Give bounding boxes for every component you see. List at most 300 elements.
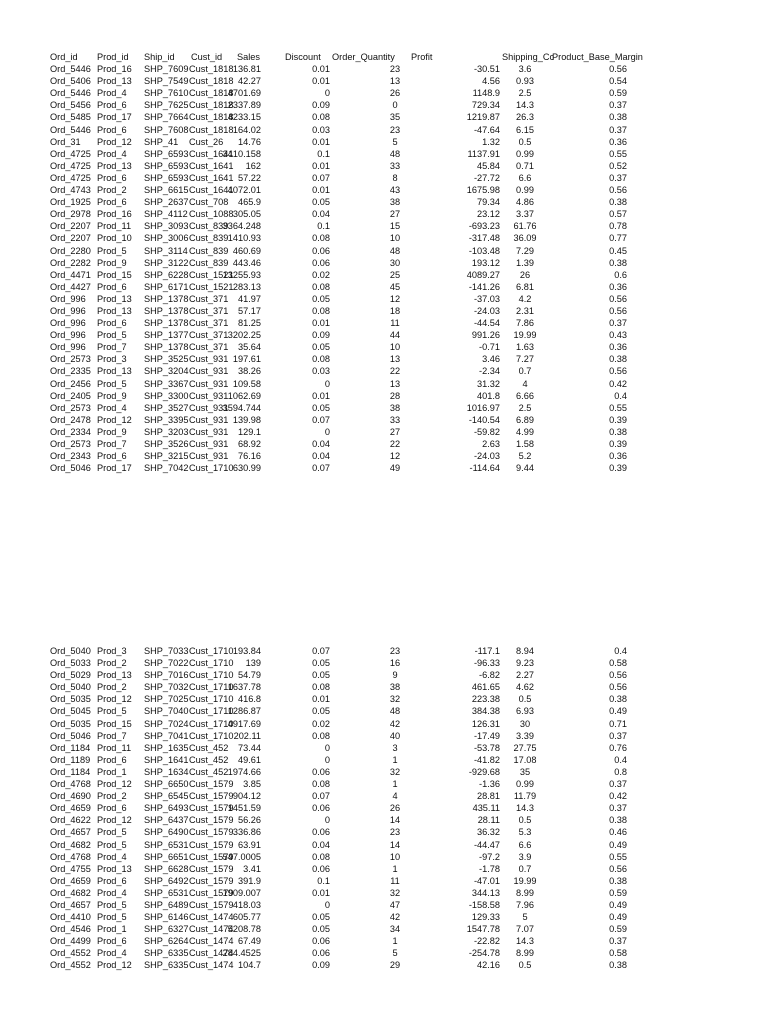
cell-cust-id: Cust_1579 — [189, 779, 234, 790]
cell-prod-id: Prod_6 — [97, 803, 127, 814]
cell-shipping-cost: 0.93 — [516, 76, 534, 87]
cell-discount: 0.06 — [312, 245, 330, 256]
cell-shipping-cost: 14.3 — [516, 100, 534, 111]
data-table-top — [0, 51, 768, 474]
cell-ord-id: Ord_4682 — [50, 887, 91, 898]
cell-sales: 5208.78 — [227, 924, 261, 935]
cell-ship-id: SHP_7022 — [144, 658, 189, 669]
cell-sales: 139.98 — [232, 414, 261, 425]
cell-order-quantity: 33 — [389, 160, 401, 171]
cell-shipping-cost: 5.3 — [518, 827, 532, 838]
cell-sales: 1909.007 — [222, 887, 261, 898]
cell-profit: -59.82 — [473, 426, 500, 437]
cell-order-quantity: 30 — [389, 257, 401, 268]
cell-ship-id: SHP_7040 — [144, 706, 189, 717]
cell-prod-id: Prod_6 — [97, 281, 127, 292]
cell-shipping-cost: 0.5 — [518, 136, 532, 147]
cell-ord-id: Ord_31 — [50, 136, 81, 147]
cell-order-quantity: 18 — [389, 305, 401, 316]
cell-shipping-cost: 0.5 — [518, 960, 532, 971]
table-row — [0, 160, 768, 172]
cell-product-base-margin: 0.38 — [609, 694, 627, 705]
cell-discount: 0.04 — [312, 439, 330, 449]
cell-product-base-margin: 0.56 — [609, 366, 627, 377]
cell-prod-id: Prod_13 — [97, 863, 132, 874]
cell-sales: 56.26 — [238, 815, 261, 826]
cell-shipping-cost: 7.07 — [516, 924, 534, 935]
cell-cust-id: Cust_1710 — [189, 694, 234, 705]
cell-profit: 1675.98 — [466, 185, 500, 196]
cell-ord-id: Ord_5040 — [50, 682, 91, 693]
cell-discount: 0.03 — [312, 124, 330, 135]
cell-discount: 0.09 — [312, 100, 330, 111]
cell-discount: 0 — [324, 754, 330, 765]
cell-ord-id: Ord_996 — [50, 305, 86, 316]
cell-product-base-margin: 0.4 — [614, 390, 627, 401]
cell-prod-id: Prod_7 — [97, 730, 127, 741]
cell-prod-id: Prod_2 — [97, 185, 127, 196]
cell-order-quantity: 38 — [389, 402, 401, 413]
cell-shipping-cost: 0.99 — [516, 779, 534, 790]
cell-ship-id: SHP_7625 — [144, 100, 189, 111]
table-row — [0, 99, 768, 111]
cell-profit: 384.38 — [471, 706, 500, 717]
cell-sales: 1637.78 — [227, 682, 261, 693]
cell-sales: 197.61 — [232, 354, 261, 365]
cell-product-base-margin: 0.36 — [609, 451, 627, 462]
cell-ship-id: SHP_7042 — [144, 463, 189, 474]
cell-prod-id: Prod_6 — [97, 197, 127, 208]
cell-order-quantity: 34 — [389, 924, 401, 935]
cell-ord-id: Ord_5033 — [50, 658, 91, 669]
cell-profit: -254.78 — [468, 948, 500, 959]
cell-sales: 4701.69 — [227, 88, 261, 99]
cell-cust-id: Cust_931 — [189, 414, 229, 425]
cell-order-quantity: 35 — [389, 112, 401, 123]
cell-cust-id: Cust_452 — [189, 742, 229, 753]
cell-product-base-margin: 0.38 — [609, 426, 627, 437]
cell-discount: 0.07 — [312, 646, 330, 656]
cell-discount: 0.1 — [317, 221, 330, 232]
cell-ord-id: Ord_5040 — [50, 646, 91, 656]
cell-product-base-margin: 0.55 — [609, 402, 627, 413]
cell-prod-id: Prod_5 — [97, 839, 127, 850]
cell-profit: -22.82 — [473, 936, 500, 947]
cell-sales: 129.1 — [238, 426, 261, 437]
cell-profit: 435.11 — [472, 803, 500, 814]
cell-shipping-cost: 4 — [522, 378, 528, 389]
cell-prod-id: Prod_5 — [97, 912, 127, 923]
cell-product-base-margin: 0.37 — [609, 803, 627, 814]
cell-profit: -37.03 — [473, 293, 500, 304]
cell-order-quantity: 11 — [390, 875, 400, 886]
cell-sales: 1410.93 — [227, 233, 261, 244]
cell-cust-id: Cust_1579 — [189, 887, 234, 898]
table-row — [0, 402, 768, 414]
cell-discount: 0.1 — [317, 875, 330, 886]
cell-ord-id: Ord_2343 — [50, 451, 91, 462]
cell-shipping-cost: 8.99 — [516, 948, 534, 959]
cell-profit: 461.65 — [471, 682, 500, 693]
cell-ord-id: Ord_2405 — [50, 390, 91, 401]
cell-discount: 0.09 — [312, 960, 330, 971]
cell-shipping-cost: 0.5 — [518, 694, 532, 705]
cell-sales: 460.69 — [232, 245, 261, 256]
table-row — [0, 754, 768, 766]
cell-discount: 0.05 — [312, 912, 330, 923]
cell-discount: 0.09 — [312, 330, 330, 341]
cell-sales: 284.4525 — [222, 948, 261, 959]
cell-discount: 0.08 — [312, 779, 330, 790]
cell-ord-id: Ord_4552 — [50, 948, 91, 959]
cell-ship-id: SHP_6146 — [144, 912, 189, 923]
cell-product-base-margin: 0.49 — [609, 912, 627, 923]
cell-order-quantity: 10 — [389, 233, 401, 244]
cell-shipping-cost: 26 — [519, 269, 531, 280]
cell-cust-id: Cust_839 — [189, 221, 229, 232]
cell-discount: 0.01 — [312, 76, 330, 87]
table-row — [0, 293, 768, 305]
cell-product-base-margin: 0.56 — [609, 293, 627, 304]
cell-shipping-cost: 1.63 — [516, 342, 534, 353]
table-row — [0, 148, 768, 160]
table-row — [0, 802, 768, 814]
cell-discount: 0 — [324, 899, 330, 910]
cell-product-base-margin: 0.56 — [609, 863, 627, 874]
cell-discount: 0.08 — [312, 682, 330, 693]
cell-ship-id: SHP_6493 — [144, 803, 189, 814]
cell-profit: 129.33 — [471, 912, 500, 923]
cell-cust-id: Cust_1818 — [189, 112, 234, 123]
cell-ord-id: Ord_996 — [50, 318, 86, 329]
cell-ord-id: Ord_4725 — [50, 148, 91, 159]
cell-ord-id: Ord_2573 — [50, 439, 91, 449]
cell-shipping-cost: 4.99 — [516, 426, 534, 437]
cell-ord-id: Ord_1189 — [50, 754, 91, 765]
cell-product-base-margin: 0.49 — [609, 839, 627, 850]
table-row — [0, 305, 768, 317]
header-cust-id: Cust_id — [191, 52, 223, 62]
cell-prod-id: Prod_4 — [97, 851, 127, 862]
cell-profit: -24.03 — [473, 451, 500, 462]
cell-product-base-margin: 0.38 — [609, 112, 627, 123]
cell-prod-id: Prod_17 — [97, 463, 132, 474]
table-row — [0, 742, 768, 754]
cell-profit: 401.8 — [477, 390, 500, 401]
cell-profit: -47.64 — [473, 124, 500, 135]
cell-shipping-cost: 7.27 — [516, 354, 534, 365]
cell-prod-id: Prod_15 — [97, 718, 132, 729]
cell-ord-id: Ord_4725 — [50, 172, 91, 183]
cell-product-base-margin: 0.52 — [609, 160, 627, 171]
cell-cust-id: Cust_931 — [189, 390, 229, 401]
cell-discount: 0.02 — [312, 269, 330, 280]
cell-shipping-cost: 6.93 — [516, 706, 534, 717]
cell-profit: -24.03 — [473, 305, 500, 316]
cell-ord-id: Ord_5446 — [50, 124, 91, 135]
cell-sales: 3.41 — [243, 863, 261, 874]
cell-product-base-margin: 0.55 — [609, 148, 627, 159]
cell-product-base-margin: 0.39 — [609, 414, 627, 425]
cell-cust-id: Cust_1710 — [189, 670, 234, 681]
cell-product-base-margin: 0.37 — [609, 730, 627, 741]
cell-ord-id: Ord_5046 — [50, 463, 91, 474]
cell-ord-id: Ord_2573 — [50, 354, 91, 365]
cell-shipping-cost: 0.99 — [516, 185, 534, 196]
cell-profit: 1.32 — [482, 136, 500, 147]
cell-ship-id: SHP_3122 — [144, 257, 189, 268]
cell-ship-id: SHP_1378 — [144, 293, 189, 304]
table-row — [0, 959, 768, 971]
cell-order-quantity: 15 — [389, 221, 401, 232]
cell-profit: -97.2 — [479, 851, 500, 862]
cell-sales: 68.92 — [238, 439, 261, 449]
cell-cust-id: Cust_1579 — [189, 851, 234, 862]
cell-sales: 162 — [245, 160, 261, 171]
cell-ship-id: SHP_3300 — [144, 390, 189, 401]
cell-order-quantity: 13 — [389, 354, 401, 365]
cell-sales: 605.77 — [232, 912, 261, 923]
header-discount: Discount — [285, 52, 321, 62]
cell-shipping-cost: 4.2 — [518, 293, 532, 304]
cell-ship-id: SHP_7016 — [144, 670, 189, 681]
cell-profit: 1219.87 — [466, 112, 500, 123]
cell-shipping-cost: 1.39 — [516, 257, 534, 268]
cell-ord-id: Ord_4657 — [50, 899, 91, 910]
cell-order-quantity: 49 — [389, 463, 401, 474]
cell-ship-id: SHP_4112 — [144, 209, 188, 220]
table-row — [0, 887, 768, 899]
cell-discount: 0.05 — [312, 706, 330, 717]
cell-sales: 3202.25 — [227, 330, 261, 341]
header-shipping-cost: Shipping_Cc — [502, 52, 555, 62]
cell-cust-id: Cust_371 — [189, 318, 229, 329]
cell-profit: 1137.91 — [467, 148, 500, 159]
cell-shipping-cost: 3.39 — [516, 730, 534, 741]
cell-discount: 0.06 — [312, 803, 330, 814]
cell-ord-id: Ord_4682 — [50, 839, 91, 850]
cell-product-base-margin: 0.78 — [609, 221, 627, 232]
header-profit: Profit — [411, 52, 433, 62]
cell-cust-id: Cust_1641 — [189, 185, 234, 196]
cell-ord-id: Ord_4743 — [50, 185, 91, 196]
table-row — [0, 681, 768, 693]
table-row — [0, 438, 768, 450]
cell-shipping-cost: 0.99 — [516, 148, 534, 159]
cell-shipping-cost: 61.76 — [513, 221, 537, 232]
cell-ord-id: Ord_4499 — [50, 936, 91, 947]
cell-product-base-margin: 0.42 — [609, 791, 627, 802]
cell-ship-id: SHP_6531 — [144, 887, 189, 898]
cell-cust-id: Cust_1818 — [189, 100, 234, 111]
cell-profit: 42.16 — [477, 960, 500, 971]
cell-cust-id: Cust_1474 — [189, 924, 234, 935]
cell-discount: 0.04 — [312, 839, 330, 850]
cell-product-base-margin: 0.59 — [609, 88, 627, 99]
cell-prod-id: Prod_3 — [97, 354, 127, 365]
table-row — [0, 875, 768, 887]
cell-ord-id: Ord_5035 — [50, 718, 91, 729]
cell-discount: 0.06 — [312, 827, 330, 838]
cell-order-quantity: 25 — [389, 269, 401, 280]
cell-shipping-cost: 26.3 — [516, 112, 534, 123]
cell-shipping-cost: 17.08 — [513, 754, 537, 765]
cell-cust-id: Cust_931 — [189, 366, 229, 377]
cell-ship-id: SHP_3093 — [144, 221, 189, 232]
cell-product-base-margin: 0.37 — [609, 124, 627, 135]
cell-cust-id: Cust_1579 — [189, 899, 234, 910]
cell-order-quantity: 12 — [389, 293, 401, 304]
cell-discount: 0 — [324, 815, 330, 826]
cell-order-quantity: 4 — [392, 791, 398, 802]
table-row — [0, 257, 768, 269]
cell-prod-id: Prod_7 — [97, 439, 127, 449]
cell-profit: 193.12 — [471, 257, 500, 268]
cell-profit: 28.11 — [477, 815, 500, 826]
cell-cust-id: Cust_1710 — [189, 706, 234, 717]
cell-product-base-margin: 0.38 — [609, 197, 627, 208]
cell-profit: -41.82 — [473, 754, 500, 765]
table-row — [0, 378, 768, 390]
cell-ord-id: Ord_4659 — [50, 803, 91, 814]
cell-ship-id: SHP_1378 — [144, 305, 189, 316]
cell-cust-id: Cust_1579 — [189, 875, 234, 886]
cell-shipping-cost: 6.6 — [518, 839, 532, 850]
cell-sales: 76.16 — [238, 451, 261, 462]
cell-ship-id: SHP_1635 — [144, 742, 189, 753]
cell-prod-id: Prod_11 — [97, 221, 132, 232]
cell-prod-id: Prod_6 — [97, 172, 127, 183]
table-row — [0, 329, 768, 341]
cell-discount: 0.06 — [312, 936, 330, 947]
cell-ship-id: SHP_1634 — [144, 766, 189, 777]
cell-product-base-margin: 0.56 — [609, 682, 627, 693]
cell-ship-id: SHP_41 — [144, 136, 179, 147]
cell-profit: -96.33 — [473, 658, 500, 669]
header-prod-id: Prod_id — [97, 52, 129, 62]
cell-ship-id: SHP_7041 — [144, 730, 189, 741]
cell-cust-id: Cust_452 — [189, 754, 229, 765]
cell-ship-id: SHP_6335 — [144, 960, 189, 971]
table-row — [0, 669, 768, 681]
cell-shipping-cost: 14.3 — [516, 803, 534, 814]
cell-profit: 31.32 — [477, 378, 500, 389]
cell-sales: 193.84 — [232, 646, 261, 656]
cell-prod-id: Prod_9 — [97, 426, 127, 437]
cell-ship-id: SHP_6335 — [144, 948, 189, 959]
cell-ord-id: Ord_2334 — [50, 426, 91, 437]
cell-discount: 0.06 — [312, 948, 330, 959]
header-ship-id: Ship_id — [144, 52, 175, 62]
cell-ship-id: SHP_6593 — [144, 172, 189, 183]
cell-prod-id: Prod_9 — [97, 257, 127, 268]
cell-ord-id: Ord_2207 — [50, 233, 91, 244]
cell-ship-id: SHP_6651 — [144, 851, 189, 862]
cell-order-quantity: 32 — [389, 766, 401, 777]
cell-shipping-cost: 2.5 — [518, 88, 532, 99]
cell-discount: 0.08 — [312, 730, 330, 741]
cell-product-base-margin: 0.6 — [614, 269, 627, 280]
table-row — [0, 111, 768, 123]
cell-prod-id: Prod_4 — [97, 402, 127, 413]
cell-product-base-margin: 0.55 — [609, 851, 627, 862]
cell-shipping-cost: 6.81 — [516, 281, 534, 292]
cell-shipping-cost: 14.3 — [516, 936, 534, 947]
cell-prod-id: Prod_13 — [97, 366, 132, 377]
cell-ord-id: Ord_5045 — [50, 706, 91, 717]
cell-sales: 81.25 — [238, 318, 261, 329]
cell-discount: 0.01 — [312, 64, 330, 75]
cell-ship-id: SHP_3395 — [144, 414, 189, 425]
table-row — [0, 778, 768, 790]
table-row — [0, 911, 768, 923]
cell-discount: 0.02 — [312, 718, 330, 729]
cell-discount: 0.01 — [312, 694, 330, 705]
cell-product-base-margin: 0.36 — [609, 281, 627, 292]
cell-profit: -6.82 — [479, 670, 500, 681]
table-row — [0, 450, 768, 462]
cell-ord-id: Ord_1184 — [50, 742, 91, 753]
cell-product-base-margin: 0.56 — [609, 305, 627, 316]
cell-profit: -140.54 — [468, 414, 500, 425]
cell-cust-id: Cust_1521 — [189, 269, 234, 280]
table-row — [0, 124, 768, 136]
header-sales: Sales — [237, 52, 260, 62]
cell-prod-id: Prod_13 — [97, 160, 132, 171]
cell-ship-id: SHP_3367 — [144, 378, 189, 389]
cell-discount: 0.06 — [312, 766, 330, 777]
cell-order-quantity: 48 — [389, 148, 401, 159]
cell-product-base-margin: 0.49 — [609, 899, 627, 910]
table-body-bottom — [0, 645, 768, 972]
cell-discount: 0.07 — [312, 172, 330, 183]
cell-discount: 0.04 — [312, 451, 330, 462]
cell-shipping-cost: 2.27 — [516, 670, 534, 681]
cell-sales: 1451.59 — [227, 803, 261, 814]
cell-ship-id: SHP_3526 — [144, 439, 189, 449]
cell-cust-id: Cust_371 — [189, 305, 229, 316]
table-row — [0, 208, 768, 220]
cell-ord-id: Ord_2335 — [50, 366, 91, 377]
cell-prod-id: Prod_13 — [97, 76, 132, 87]
cell-discount: 0 — [324, 378, 330, 389]
table-body-top — [0, 63, 768, 474]
table-row — [0, 814, 768, 826]
cell-prod-id: Prod_13 — [97, 293, 132, 304]
cell-cust-id: Cust_1579 — [189, 863, 234, 874]
cell-shipping-cost: 19.99 — [513, 330, 537, 341]
cell-cust-id: Cust_1474 — [189, 960, 234, 971]
cell-prod-id: Prod_12 — [97, 136, 132, 147]
cell-cust-id: Cust_1474 — [189, 912, 234, 923]
cell-ship-id: SHP_6490 — [144, 827, 189, 838]
cell-profit: -103.48 — [468, 245, 500, 256]
table-row — [0, 75, 768, 87]
cell-shipping-cost: 1.58 — [516, 439, 534, 449]
cell-cust-id: Cust_1521 — [189, 281, 234, 292]
cell-cust-id: Cust_708 — [189, 197, 229, 208]
cell-discount: 0.01 — [312, 390, 330, 401]
cell-product-base-margin: 0.58 — [609, 658, 627, 669]
cell-ord-id: Ord_996 — [50, 342, 86, 353]
table-row — [0, 899, 768, 911]
cell-ord-id: Ord_4546 — [50, 924, 91, 935]
cell-ship-id: SHP_6228 — [144, 269, 189, 280]
cell-ord-id: Ord_5485 — [50, 112, 91, 123]
table-row — [0, 317, 768, 329]
cell-discount: 0.05 — [312, 670, 330, 681]
table-row — [0, 790, 768, 802]
